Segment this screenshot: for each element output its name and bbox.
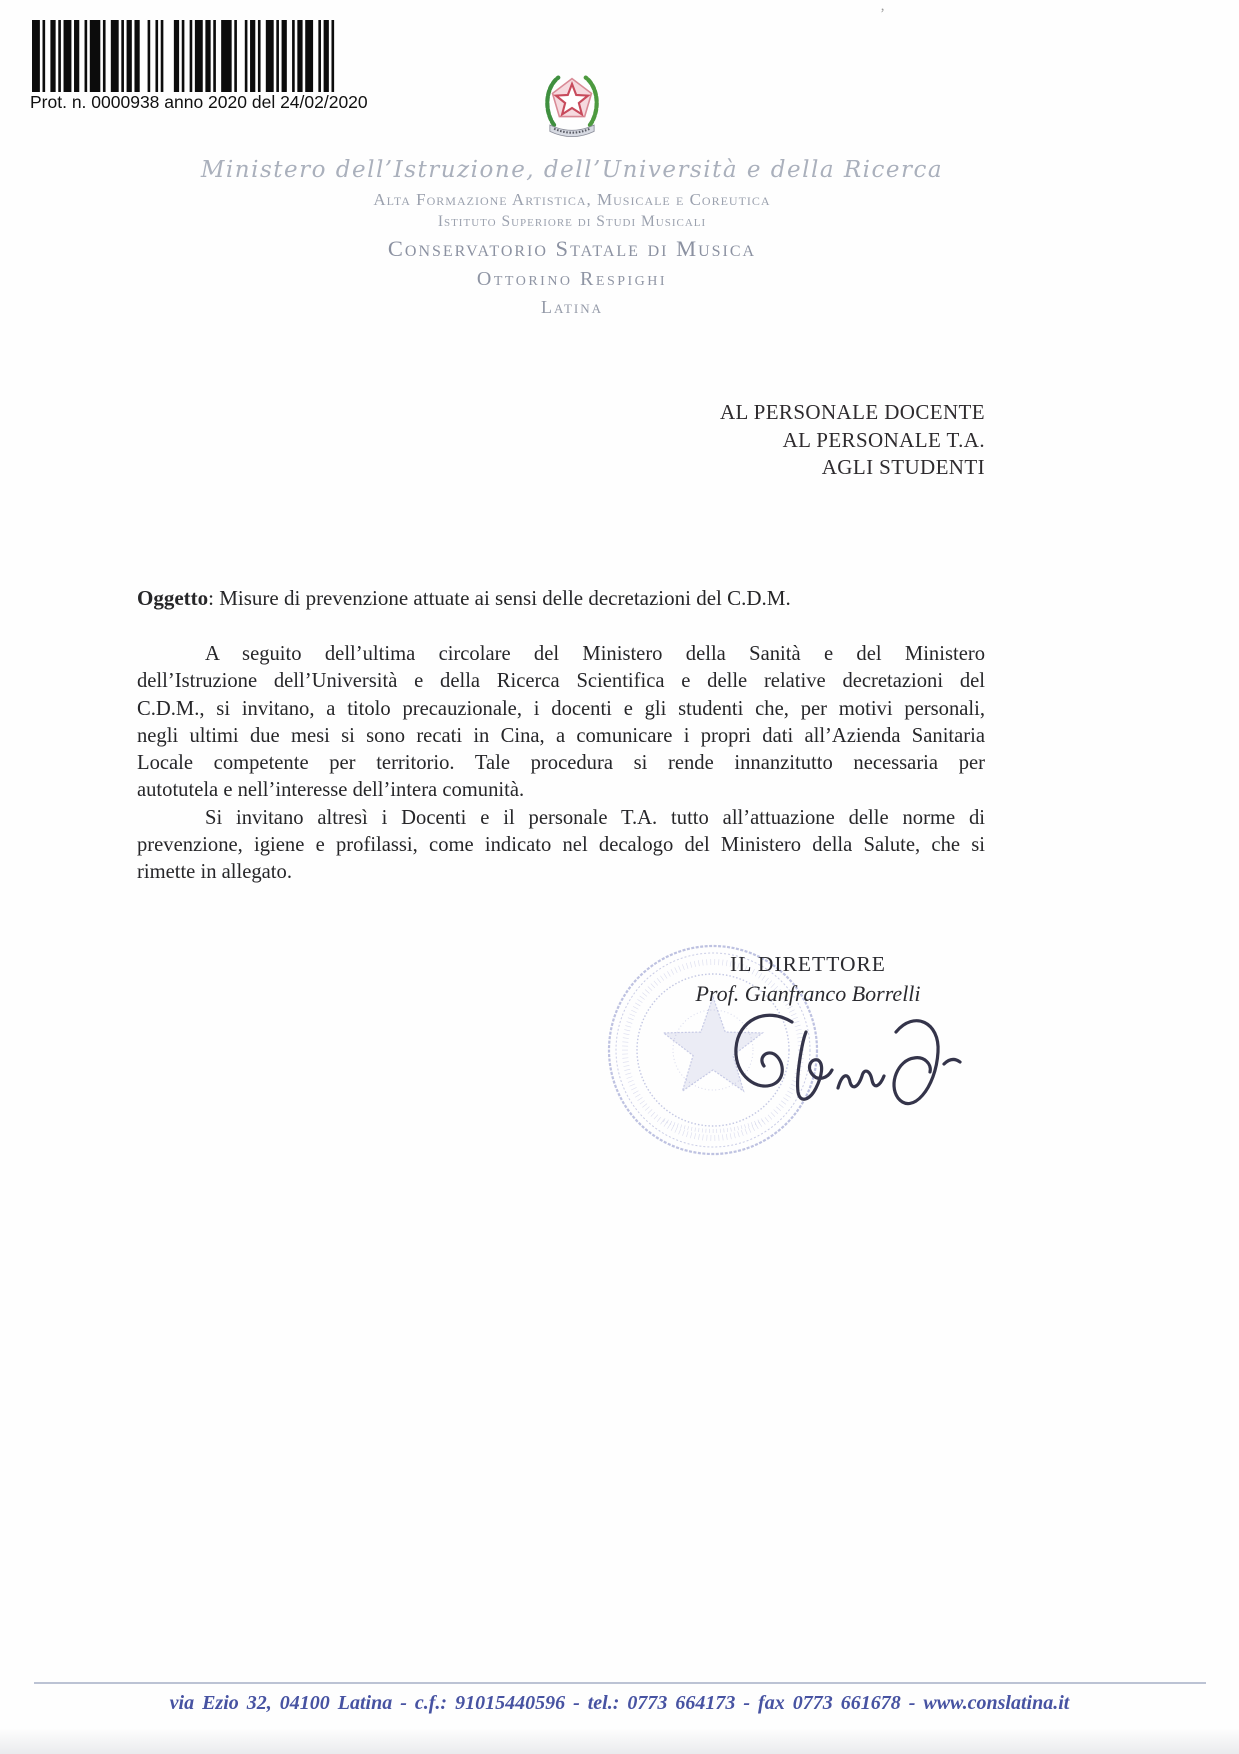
italian-republic-emblem-icon: [540, 66, 604, 144]
afam-line: Alta Formazione Artistica, Musicale e Coreutica: [373, 190, 771, 209]
body-line: dell’Istruzione dell’Università e della Ricerca Scientifica e delle relative decretazioni del: [137, 670, 985, 693]
scan-edge-shadow: [0, 1728, 1239, 1754]
body-line: Si invitano altresì i Docenti e il personale T.A. tutto all’attuazione delle norme di: [205, 806, 985, 829]
body-line: A seguito dell’ultima circolare del Ministero della Sanità e del Ministero: [205, 643, 985, 665]
letter-body: [137, 641, 985, 887]
body-line: rimette in allegato.: [137, 861, 292, 884]
scan-speck: ’: [880, 6, 885, 22]
signer-role: IL DIRETTORE: [730, 952, 886, 976]
istituto-line: Istituto Superiore di Studi Musicali: [437, 213, 707, 230]
body-line: autotutela e nell’interesse dell’intera comunità.: [137, 779, 525, 802]
body-line: C.D.M., si invitano, a titolo precauzionale, i docenti e gli studenti che, per motivi personali,: [137, 697, 985, 720]
letterhead: [72, 66, 1072, 318]
body-line: negli ultimi due mesi si sono recati in Cina, a comunicare i propri dati all’Azienda Sanitaria: [137, 724, 985, 747]
recipient-line: AGLI STUDENTI: [821, 455, 985, 479]
recipient-line: AL PERSONALE DOCENTE: [719, 400, 985, 424]
recipient-line: AL PERSONALE T.A.: [782, 427, 985, 452]
subject-text: : Misure di prevenzione attuate ai sensi delle decretazioni del C.D.M.: [208, 586, 791, 610]
subject-line: [137, 586, 985, 611]
handwritten-signature-icon: [700, 1002, 964, 1157]
ministry-name: Ministero dell’Istruzione, dell’Università e della Ricerca: [200, 157, 944, 183]
footer-divider: [34, 1682, 1206, 1684]
body-line: Locale competente per territorio. Tale procedura si rende innanzitutto necessaria per: [137, 752, 985, 775]
subject-label: Oggetto: [137, 586, 209, 610]
footer-contacts: via Ezio 32, 04100 Latina - c.f.: 91015440596 - tel.: 0773 664173 - fax 0773 661678 - www.conslatina.it: [169, 1692, 1070, 1714]
conservatory-name: Ottorino Respighi: [476, 268, 668, 290]
protocol-number: Prot. n. 0000938 anno 2020 del 24/02/2020: [30, 92, 368, 112]
conservatory-title: Conservatorio Statale di Musica: [387, 236, 757, 261]
body-line: prevenzione, igiene e profilassi, come indicato nel decalogo del Ministero della Salute, che si: [137, 834, 985, 857]
recipients-block: [565, 399, 985, 482]
signer-name: Prof. Gianfranco Borrelli: [695, 981, 921, 1006]
conservatory-city: Latina: [541, 297, 603, 317]
signature-block: [618, 952, 998, 1007]
